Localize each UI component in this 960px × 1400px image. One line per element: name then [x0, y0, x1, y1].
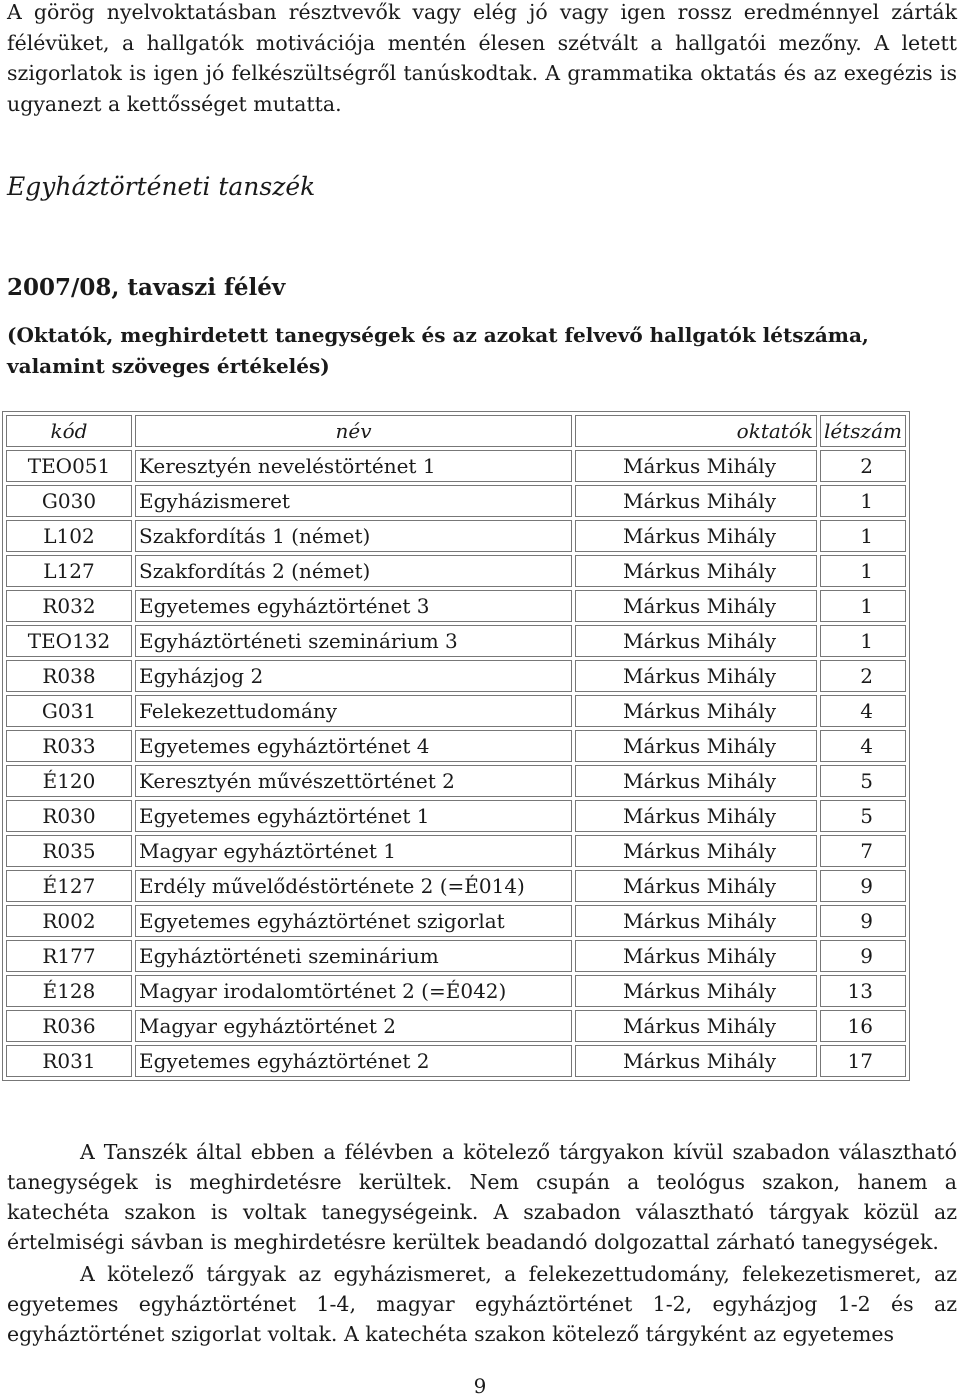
cell-code: L127: [6, 555, 132, 587]
cell-teacher: Márkus Mihály: [575, 625, 817, 657]
table-row: [6, 485, 906, 517]
cell-name: Magyar egyháztörténet 1: [135, 835, 572, 867]
cell-code: R031: [6, 1045, 132, 1077]
course-table: [2, 411, 910, 1081]
cell-count: 13: [820, 975, 906, 1007]
table-row: [6, 765, 906, 797]
cell-name: Magyar egyháztörténet 2: [135, 1010, 572, 1042]
cell-code: L102: [6, 520, 132, 552]
header-name: név: [135, 415, 572, 447]
cell-name: Egyetemes egyháztörténet szigorlat: [135, 905, 572, 937]
cell-count: 4: [820, 695, 906, 727]
cell-code: G031: [6, 695, 132, 727]
cell-count: 1: [820, 485, 906, 517]
table-row: [6, 450, 906, 482]
cell-count: 9: [820, 905, 906, 937]
page-number: 9: [473, 1374, 487, 1398]
cell-code: R002: [6, 905, 132, 937]
cell-count: 7: [820, 835, 906, 867]
cell-teacher: Márkus Mihály: [575, 730, 817, 762]
table-row: [6, 695, 906, 727]
header-count: létszám: [820, 415, 906, 447]
table-row: [6, 625, 906, 657]
cell-count: 5: [820, 765, 906, 797]
cell-name: Egyházismeret: [135, 485, 572, 517]
cell-count: 17: [820, 1045, 906, 1077]
table-row: [6, 870, 906, 902]
table-row: [6, 975, 906, 1007]
cell-teacher: Márkus Mihály: [575, 1045, 817, 1077]
cell-code: R038: [6, 660, 132, 692]
cell-name: Egyetemes egyháztörténet 2: [135, 1045, 572, 1077]
cell-code: R030: [6, 800, 132, 832]
intro-paragraph: A görög nyelvoktatásban résztvevők vagy elég jó vagy igen rossz eredménnyel zárták félévüket, a hallgatók motivációja mentén élesen szétvált a hallgatói mezőny. A letett szigorlatok is igen jó felkészültségről tanúskodtak. A grammatika oktatás és az exegézis is ugyanezt a kettősséget mutatta.: [7, 0, 957, 116]
cell-count: 9: [820, 940, 906, 972]
cell-count: 1: [820, 520, 906, 552]
cell-teacher: Márkus Mihály: [575, 660, 817, 692]
cell-teacher: Márkus Mihály: [575, 695, 817, 727]
table-body: [6, 450, 906, 1077]
cell-count: 16: [820, 1010, 906, 1042]
table-row: [6, 1045, 906, 1077]
header-code: kód: [6, 415, 132, 447]
cell-name: Keresztyén neveléstörténet 1: [135, 450, 572, 482]
cell-name: Erdély művelődéstörténete 2 (=É014): [135, 870, 572, 902]
cell-name: Keresztyén művészettörténet 2: [135, 765, 572, 797]
table-row: [6, 555, 906, 587]
table-row: [6, 590, 906, 622]
cell-teacher: Márkus Mihály: [575, 1010, 817, 1042]
cell-count: 1: [820, 555, 906, 587]
cell-teacher: Márkus Mihály: [575, 975, 817, 1007]
cell-teacher: Márkus Mihály: [575, 835, 817, 867]
cell-name: Szakfordítás 1 (német): [135, 520, 572, 552]
cell-name: Egyháztörténeti szeminárium 3: [135, 625, 572, 657]
cell-name: Egyetemes egyháztörténet 1: [135, 800, 572, 832]
cell-code: É128: [6, 975, 132, 1007]
cell-name: Egyháztörténeti szeminárium: [135, 940, 572, 972]
cell-code: R035: [6, 835, 132, 867]
table-row: [6, 1010, 906, 1042]
table-header-row: [6, 415, 906, 447]
semester-heading: 2007/08, tavaszi félév: [7, 274, 286, 301]
cell-code: TEO132: [6, 625, 132, 657]
cell-count: 2: [820, 660, 906, 692]
cell-code: R177: [6, 940, 132, 972]
cell-name: Egyetemes egyháztörténet 3: [135, 590, 572, 622]
cell-count: 9: [820, 870, 906, 902]
cell-count: 1: [820, 625, 906, 657]
cell-name: Szakfordítás 2 (német): [135, 555, 572, 587]
table-row: [6, 520, 906, 552]
cell-teacher: Márkus Mihály: [575, 765, 817, 797]
cell-teacher: Márkus Mihály: [575, 555, 817, 587]
cell-code: G030: [6, 485, 132, 517]
table-row: [6, 905, 906, 937]
cell-code: TEO051: [6, 450, 132, 482]
cell-code: É120: [6, 765, 132, 797]
cell-code: R033: [6, 730, 132, 762]
table-row: [6, 835, 906, 867]
cell-name: Magyar irodalomtörténet 2 (=É042): [135, 975, 572, 1007]
cell-teacher: Márkus Mihály: [575, 870, 817, 902]
cell-count: 4: [820, 730, 906, 762]
cell-name: Felekezettudomány: [135, 695, 572, 727]
cell-teacher: Márkus Mihály: [575, 485, 817, 517]
cell-count: 1: [820, 590, 906, 622]
table-row: [6, 940, 906, 972]
cell-teacher: Márkus Mihály: [575, 940, 817, 972]
cell-teacher: Márkus Mihály: [575, 800, 817, 832]
paragraph-2: A Tanszék által ebben a félévben a kötelező tárgyakon kívül szabadon választható tanegységek is meghirdetésre kerültek. Nem csupán a teológus szakon, hanem a katechéta szakon is voltak tanegységeink. A szabadon választható tárgyak közül az értelmiségi sávban is meghirdetésre kerültek beadandó dolgozattal zárható tanegységek.: [7, 1140, 957, 1254]
cell-name: Egyetemes egyháztörténet 4: [135, 730, 572, 762]
cell-teacher: Márkus Mihály: [575, 450, 817, 482]
table-row: [6, 660, 906, 692]
cell-count: 5: [820, 800, 906, 832]
table-row: [6, 730, 906, 762]
cell-teacher: Márkus Mihály: [575, 520, 817, 552]
cell-code: É127: [6, 870, 132, 902]
cell-count: 2: [820, 450, 906, 482]
cell-name: Egyházjog 2: [135, 660, 572, 692]
paragraph-3: A kötelező tárgyak az egyházismeret, a felekezettudomány, felekezetismeret, az egyetemes egyháztörténet 1-4, magyar egyháztörténet 1-2, egyházjog 1-2 és az egyháztörténet szigorlat voltak. A katechéta szakon kötelező tárgyként az egyetemes: [7, 1262, 957, 1346]
header-teacher: oktatók: [575, 415, 817, 447]
department-heading: Egyháztörténeti tanszék: [7, 172, 316, 201]
cell-code: R032: [6, 590, 132, 622]
table-caption: (Oktatók, meghirdetett tanegységek és az azokat felvevő hallgatók létszáma, valamint szöveges értékelés): [7, 323, 869, 378]
cell-teacher: Márkus Mihály: [575, 590, 817, 622]
cell-teacher: Márkus Mihály: [575, 905, 817, 937]
cell-code: R036: [6, 1010, 132, 1042]
table-row: [6, 800, 906, 832]
